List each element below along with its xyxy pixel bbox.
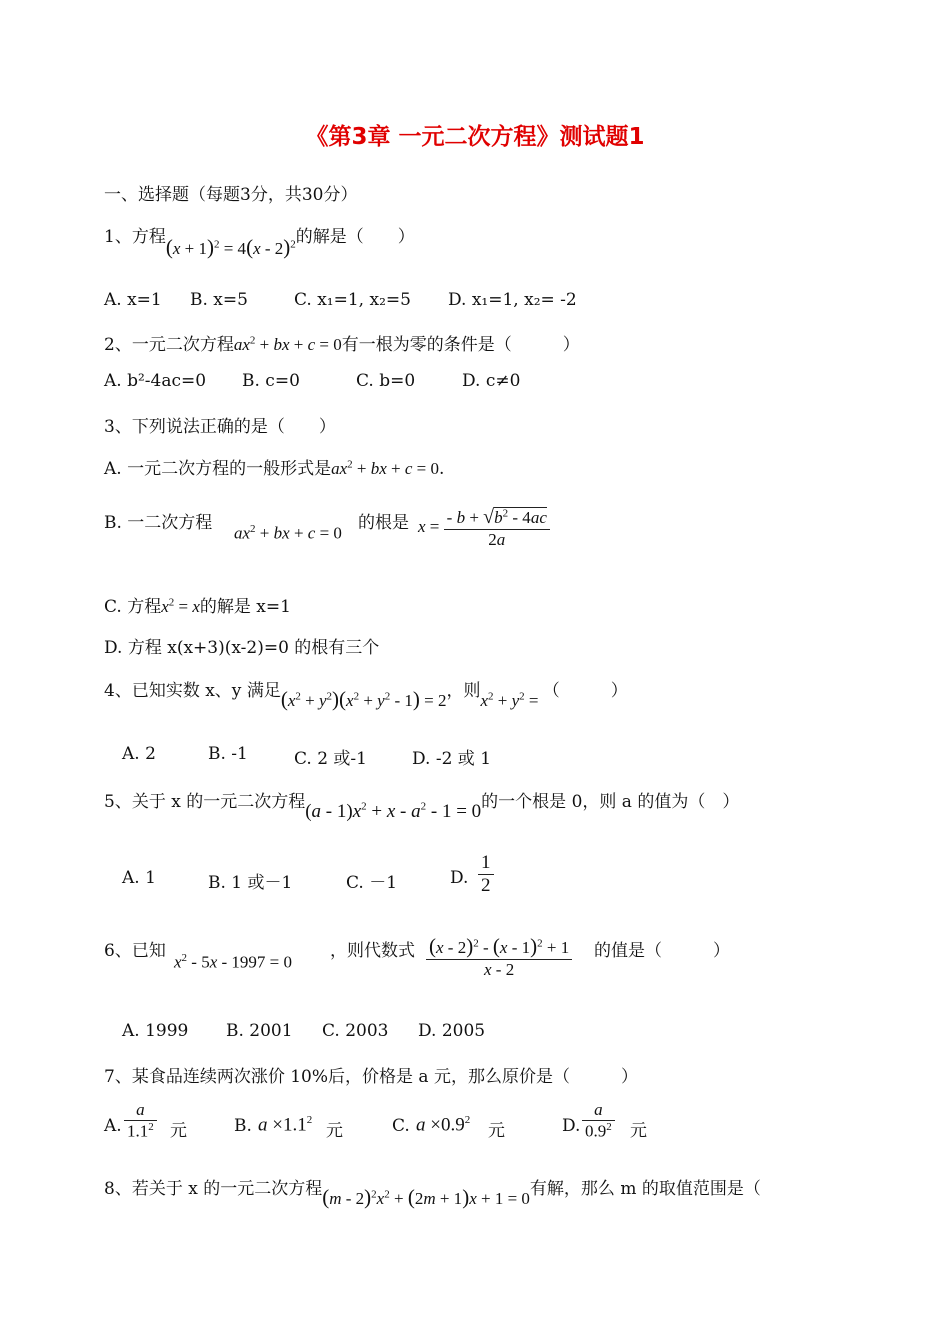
q8-stem-after: 有解，那么 m 的取值范围是（: [529, 1179, 761, 1199]
q3-option-b: [104, 508, 212, 533]
q5-option-d: D.: [450, 868, 469, 888]
q2-equation: $ax^2$ + bx + c = 0: [233, 334, 342, 354]
page-title: 《第3章 一元二次方程》测试题1: [305, 124, 645, 150]
q4-equation: $(x^2 + y^2)(x^2 + y^2 - 1) = 2$: [280, 687, 447, 711]
question-4-stem: [104, 676, 628, 712]
q1-option-d: D. x₁=1, x₂= -2: [448, 290, 577, 310]
q7-label-c: C.: [392, 1116, 410, 1136]
q2-option-c: C. b=0: [356, 371, 416, 391]
q1-option-a: A. x=1: [104, 290, 162, 310]
q7-unit-c: 元: [488, 1121, 505, 1141]
q1-equation: $(x + 1)^2 = 4(x - 2)^2$: [165, 235, 296, 259]
q8-stem-text: 8、若关于 x 的一元二次方程: [104, 1179, 323, 1199]
q6-option-b: B. 2001: [226, 1021, 293, 1041]
q5-equation: $(a - 1)x^2 + x - a^2 - 1 = 0$: [305, 800, 482, 822]
q7-option-a-fraction: $\frac{a}{1.1^2}$: [124, 1100, 157, 1142]
q2-option-d: D. c≠0: [462, 371, 521, 391]
q4-expression: $x^2 + y^2$ =: [480, 690, 543, 710]
q7-unit-a: 元: [170, 1121, 187, 1141]
q4-stem-mid: ，则: [446, 681, 481, 701]
q7-label-b: B.: [234, 1116, 252, 1136]
q3-b-root-formula: x = $\frac{- b + √b^2 - 4ac}{2a}$: [418, 506, 550, 550]
q4-stem-text: 4、已知实数 x、y 满足: [104, 681, 281, 701]
q6-expression: $\frac{(x - 2)^2 - (x - 1)^2 + 1}{x - 2}$: [426, 934, 572, 980]
question-6-stem: [104, 936, 166, 961]
q3-c-text: C. 方程: [104, 597, 162, 617]
q3-a-equation: $ax^2$ + bx + c = 0: [331, 458, 440, 478]
q4-option-d: D. -2 或 1: [412, 749, 492, 769]
q3-b-mid: 的根是: [358, 513, 409, 533]
q2-stem-text: 2、一元二次方程: [104, 335, 234, 355]
question-1-stem: [104, 222, 415, 260]
q6-option-a: A. 1999: [122, 1021, 189, 1041]
question-2-stem: [104, 330, 580, 355]
q5-option-b: B. 1 或－1: [208, 873, 293, 893]
q5-stem-after: 的一个根是 0，则 a 的值为（ ）: [481, 792, 740, 812]
q7-unit-b: 元: [326, 1121, 343, 1141]
q3-a-text: A. 一元二次方程的一般形式是: [104, 459, 332, 479]
q3-b-text: B. 一二次方程: [104, 513, 213, 533]
section-heading: 一、选择题（每题3分，共30分）: [104, 185, 358, 205]
q1-stem-text: 1、方程: [104, 227, 166, 247]
q7-label-d: D.: [562, 1116, 581, 1136]
q3-b-equation: $ax^2$ + bx + c = 0: [234, 523, 342, 543]
q7-option-b-expr: $a \times 1.1^2$: [258, 1114, 313, 1136]
q7-unit-d: 元: [630, 1121, 647, 1141]
q3-option-a: [104, 454, 444, 479]
q6-equation: $x^2 - 5x - 1997 = 0$: [174, 952, 293, 972]
q4-stem-after: （ ）: [542, 681, 628, 701]
q6-stem-after: 的值是（ ）: [594, 941, 730, 961]
q1-option-c: C. x₁=1, x₂=5: [294, 290, 411, 310]
question-8-stem: [104, 1174, 761, 1210]
q2-stem-after: 有一根为零的条件是（ ）: [341, 335, 580, 355]
question-5-stem: [104, 787, 739, 823]
q7-option-d-fraction: $\frac{a}{0.9^2}$: [582, 1100, 615, 1142]
q6-option-c: C. 2003: [322, 1021, 389, 1041]
q3-a-suffix: .: [439, 459, 445, 479]
q1-stem-after: 的解是（ ）: [295, 227, 415, 247]
q7-label-a: A.: [104, 1116, 122, 1136]
q5-stem-text: 5、关于 x 的一元二次方程: [104, 792, 306, 812]
q5-d-fraction: $\frac{1}{2}$: [478, 852, 494, 897]
question-3-stem: 3、下列说法正确的是（ ）: [104, 417, 336, 437]
q2-option-b: B. c=0: [242, 371, 300, 391]
q3-option-c: [104, 592, 291, 617]
q6-stem-mid: ，则代数式: [330, 941, 415, 961]
q5-option-c: C. －1: [346, 873, 398, 893]
q7-option-c-expr: $a \times 0.9^2$: [416, 1114, 471, 1136]
q3-c-equation: $x^2 = x$: [161, 596, 200, 616]
q5-option-a: A. 1: [122, 868, 156, 888]
q4-option-a: A. 2: [122, 744, 156, 764]
q2-option-a: A. b²-4ac=0: [104, 371, 207, 391]
q3-c-suffix: 的解是 x=1: [199, 597, 291, 617]
q3-option-d: D. 方程 x(x+3)(x-2)=0 的根有三个: [104, 638, 380, 658]
q1-option-b: B. x=5: [190, 290, 248, 310]
question-7-stem: 7、某食品连续两次涨价 10%后，价格是 a 元，那么原价是（ ）: [104, 1067, 638, 1087]
q6-option-d: D. 2005: [418, 1021, 486, 1041]
q8-equation: $(m - 2)^2x^2 + (2m + 1)x + 1 = 0$: [322, 1185, 530, 1209]
q4-option-b: B. -1: [208, 744, 248, 764]
q6-stem-text: 6、已知: [104, 941, 166, 961]
q4-option-c: C. 2 或-1: [294, 749, 367, 769]
